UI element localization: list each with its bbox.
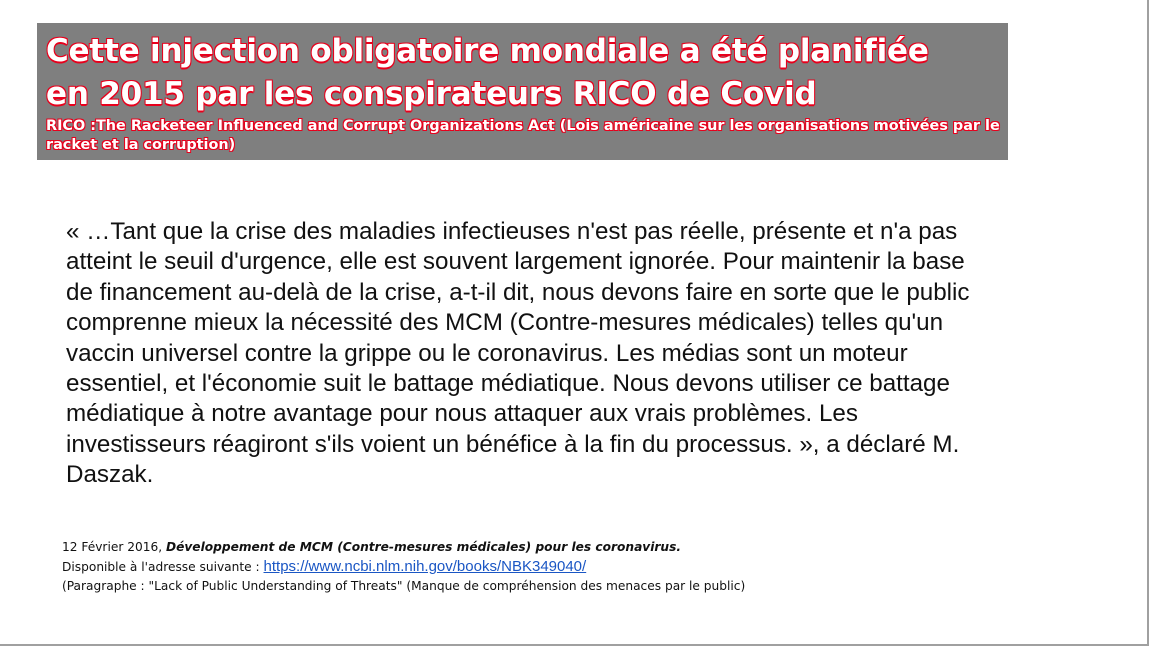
source-citation: [62, 538, 962, 596]
citation-line-1: [62, 538, 962, 557]
page-title: [46, 30, 996, 116]
title-line-1: Cette injection obligatoire mondiale a été planifiée: [46, 33, 929, 69]
subtitle: RICO :The Racketeer Influenced and Corrupt Organizations Act (Lois américaine sur les organisations motivées par le racket et la corruption): [46, 118, 1000, 153]
citation-line-2: [62, 557, 962, 577]
paragraph-note: (Paragraphe : "Lack of Public Understanding of Threats" (Manque de compréhension des menaces par le public): [62, 579, 746, 593]
citation-publication-title: Développement de MCM (Contre-mesures médicales) pour les coronavirus.: [165, 540, 681, 554]
title-line-2: en 2015 par les conspirateurs RICO de Covid: [46, 76, 817, 112]
citation-date: 12 Février 2016,: [62, 540, 163, 554]
source-link[interactable]: https://www.ncbi.nlm.nih.gov/books/NBK349040/: [263, 558, 587, 575]
available-label: Disponible à l'adresse suivante :: [62, 560, 260, 574]
quote-paragraph: « …Tant que la crise des maladies infectieuses n'est pas réelle, présente et n'a pas atteint le seuil d'urgence, elle est souvent largement ignorée. Pour maintenir la base de financement au-delà de la crise, a-t-il dit, nous devons faire en sorte que le public comprenne mieux la nécessité des MCM (Contre-mesures médicales) telles qu'un vaccin universel contre la grippe ou le coronavirus. Les médias sont un moteur essentiel, et l'économie suit le battage médiatique. Nous devons utiliser ce battage médiatique à notre avantage pour nous attaquer aux vrais problèmes. Les investisseurs réagiront s'ils voient un bénéfice à la fin du processus. », a déclaré M. Daszak.: [66, 218, 970, 489]
